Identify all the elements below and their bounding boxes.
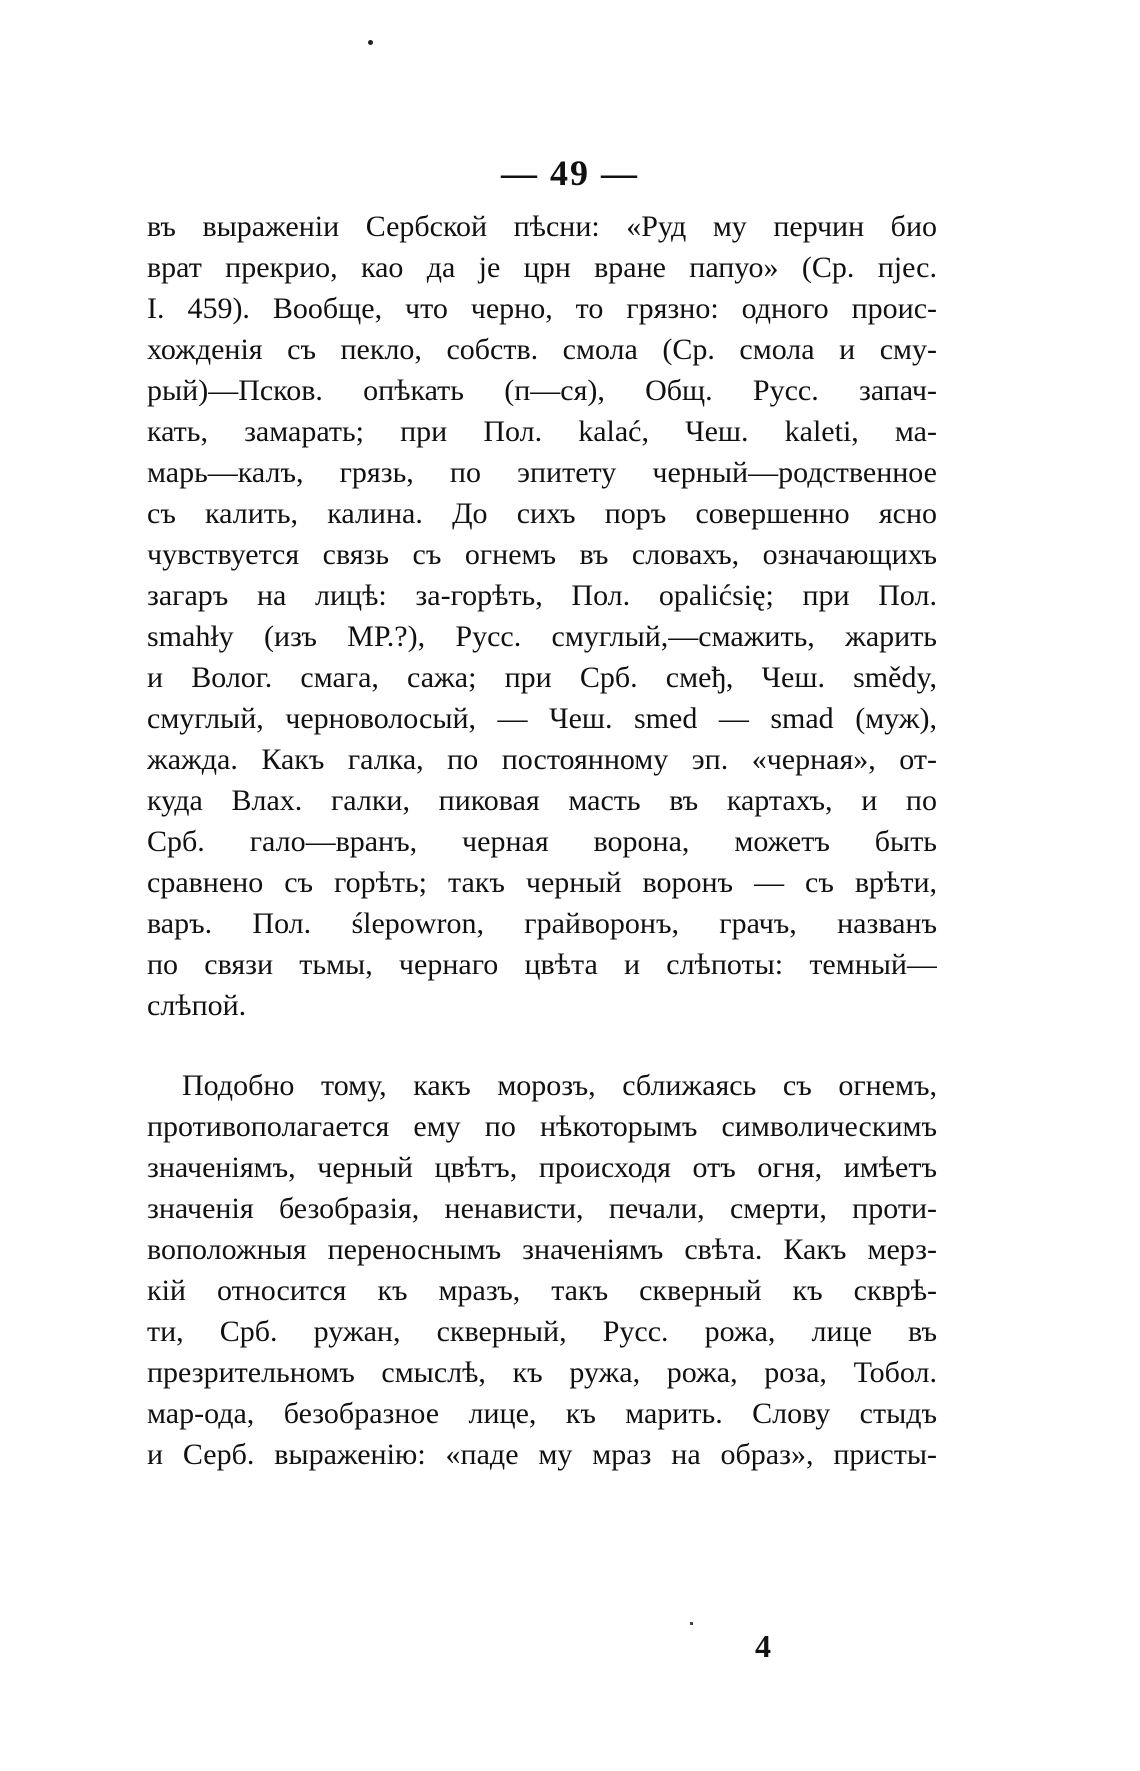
text-line: I. 459). Вообще, что черно, то грязно: одного проис- bbox=[147, 292, 937, 325]
text-line: варъ. Пол. ślepowron, грайворонъ, грачъ, названъ bbox=[147, 907, 937, 940]
page-number-header: — 49 — bbox=[501, 153, 639, 193]
text-line: Подобно тому, какъ морозъ, сближаясь съ огнемъ, bbox=[182, 1069, 937, 1102]
ink-mark bbox=[690, 1622, 693, 1625]
text-line: презрительномъ смыслѣ, къ ружа, рожа, роза, Тобол. bbox=[147, 1356, 937, 1389]
text-line: smahły (изъ МР.?), Русс. смуглый,—смажить, жарить bbox=[147, 620, 937, 653]
text-line: мар-ода, безобразное лице, къ марить. Слову стыдъ bbox=[147, 1397, 937, 1430]
text-line: воположныя переноснымъ значеніямъ свѣта. Какъ мерз- bbox=[147, 1233, 937, 1266]
text-line: слѣпой. bbox=[147, 989, 247, 1022]
text-line: хожденія съ пекло, собств. смола (Ср. смола и сму- bbox=[147, 333, 937, 366]
text-line: съ калить, калина. До сихъ поръ совершенно ясно bbox=[147, 497, 937, 530]
text-line: марь—калъ, грязь, по эпитету черный—родственное bbox=[147, 456, 937, 489]
text-line: противополагается ему по нѣкоторымъ символическимъ bbox=[147, 1110, 937, 1143]
signature-mark: 4 bbox=[755, 1628, 771, 1664]
text-line: Срб. гало—вранъ, черная ворона, можетъ быть bbox=[147, 825, 937, 858]
text-line: чувствуется связь съ огнемъ въ словахъ, означающихъ bbox=[147, 538, 937, 571]
text-line: рый)—Псков. опѣкать (п—ся), Общ. Русс. запач- bbox=[147, 374, 937, 407]
paragraph-2 bbox=[147, 1065, 937, 1475]
text-line: куда Влах. галки, пиковая масть въ картахъ, и по bbox=[147, 784, 937, 817]
text-line: сравнено съ горѣть; такъ черный воронъ — съ врѣти, bbox=[147, 866, 937, 899]
text-line: кать, замарать; при Пол. kalać, Чеш. kaleti, ма- bbox=[147, 415, 937, 448]
paragraph-1 bbox=[147, 206, 937, 1026]
text-line: и Серб. выраженію: «паде му мраз на образ», присты- bbox=[147, 1438, 937, 1471]
text-line: по связи тьмы, чернаго цвѣта и слѣпоты: темный— bbox=[147, 948, 937, 981]
text-line: ти, Срб. ружан, скверный, Русс. рожа, лице въ bbox=[147, 1315, 937, 1348]
text-line: значеніямъ, черный цвѣтъ, происходя отъ огня, имѣетъ bbox=[147, 1151, 937, 1184]
text-line: жажда. Какъ галка, по постоянному эп. «черная», от- bbox=[147, 743, 937, 776]
text-line: загаръ на лицѣ: за-горѣть, Пол. opalićsię; при Пол. bbox=[147, 579, 937, 612]
text-line: смуглый, черноволосый, — Чеш. smed — smad (муж), bbox=[147, 702, 937, 735]
ink-speck bbox=[368, 40, 373, 45]
text-line: кій относится къ мразъ, такъ скверный къ скврѣ- bbox=[147, 1274, 937, 1307]
text-line: значенія безобразія, ненависти, печали, смерти, проти- bbox=[147, 1192, 937, 1225]
text-line: врат прекрио, као да је црн вране папуо» (Ср. пјес. bbox=[147, 251, 937, 284]
text-line: въ выраженіи Сербской пѣсни: «Руд му перчин био bbox=[147, 210, 937, 243]
text-line: и Волог. смага, сажа; при Срб. смеђ, Чеш. smědy, bbox=[147, 661, 937, 694]
